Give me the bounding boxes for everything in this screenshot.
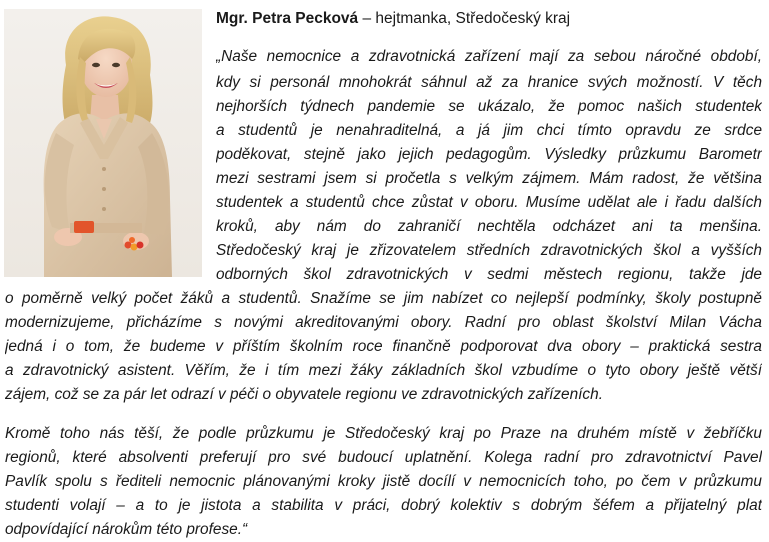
text-line: odpovídající nárokům této profese.“	[5, 521, 248, 538]
text-line: studentek a studentů chce zůstat v oboru. Musíme udělat ale i řadu dalších	[216, 194, 762, 211]
text-line: nejhorších týdnech pandemie se ukázalo, že pomoc našich studentek	[216, 98, 762, 115]
text-line: mezi sestrami jsem si pročetla s velkým zájmem. Mám radost, že většina	[216, 170, 762, 187]
text-line: poděkovat, stejně jako jejich pedagogům. Výsledky průzkumu Barometr	[216, 146, 762, 163]
text-line: kroků, aby nám do zahraničí nechtěla odcházet ani ta menšina.	[216, 218, 762, 235]
text-line: Pavlík spolu s řediteli nemocnic plánovanými kroky jistě docílí v nemocnicích toho, po čem v průzkumu	[5, 473, 762, 490]
text-line: studenti volají – a to je jistota a stabilita v práci, dobrý kolektiv s dobrým šéfem a přijatelný plat	[5, 497, 762, 514]
speaker-header	[216, 9, 570, 29]
text-line: jedná i o tom, že budeme v příštím školním roce finančně podporovat dva obory – praktická sestra	[5, 338, 762, 355]
text-line: Středočeský kraj je zřizovatelem středních zdravotnických škol a vyšších	[216, 242, 762, 259]
text-line: odborných škol zdravotnických v sedmi městech regionu, takže jde	[216, 266, 762, 283]
text-line: a studentů je nenahraditelná, a já jim chci tímto opravdu ze srdce	[216, 122, 762, 139]
speaker-role: – hejtmanka, Středočeský kraj	[358, 10, 571, 27]
text-line: regionů, které absolventi preferují pro své budoucí uplatnění. Kolega radní pro zdravotnictví Pavel	[5, 449, 762, 466]
text-line: kdy si personál mnohokrát sáhnul až za hranice svých možností. V těch	[216, 74, 762, 91]
text-line: o poměrně velký počet žáků a studentů. Snažíme se jim nabízet co nejlepší podmínky, školy postupně	[5, 290, 762, 307]
text-line: zájem, což se za pár let odrazí v péči o obyvatele regionu ve zdravotnických zařízeních.	[5, 386, 603, 403]
text-line: a zdravotnický asistent. Věřím, že i tím mezi žáky základních škol vzbudíme o tyto obory ještě větší	[5, 362, 762, 379]
portrait-photo	[4, 9, 202, 277]
text-line: modernizujeme, přicházíme s novými akreditovanými obory. Radní pro oblast školství Milan Vácha	[5, 314, 762, 331]
speaker-name: Mgr. Petra Pecková	[216, 10, 359, 27]
text-line: Kromě toho nás těší, že podle průzkumu je Středočeský kraj po Praze na druhém místě v žebříčku	[5, 425, 762, 442]
text-line: „Naše nemocnice a zdravotnická zařízení mají za sebou náročné období,	[216, 48, 762, 65]
